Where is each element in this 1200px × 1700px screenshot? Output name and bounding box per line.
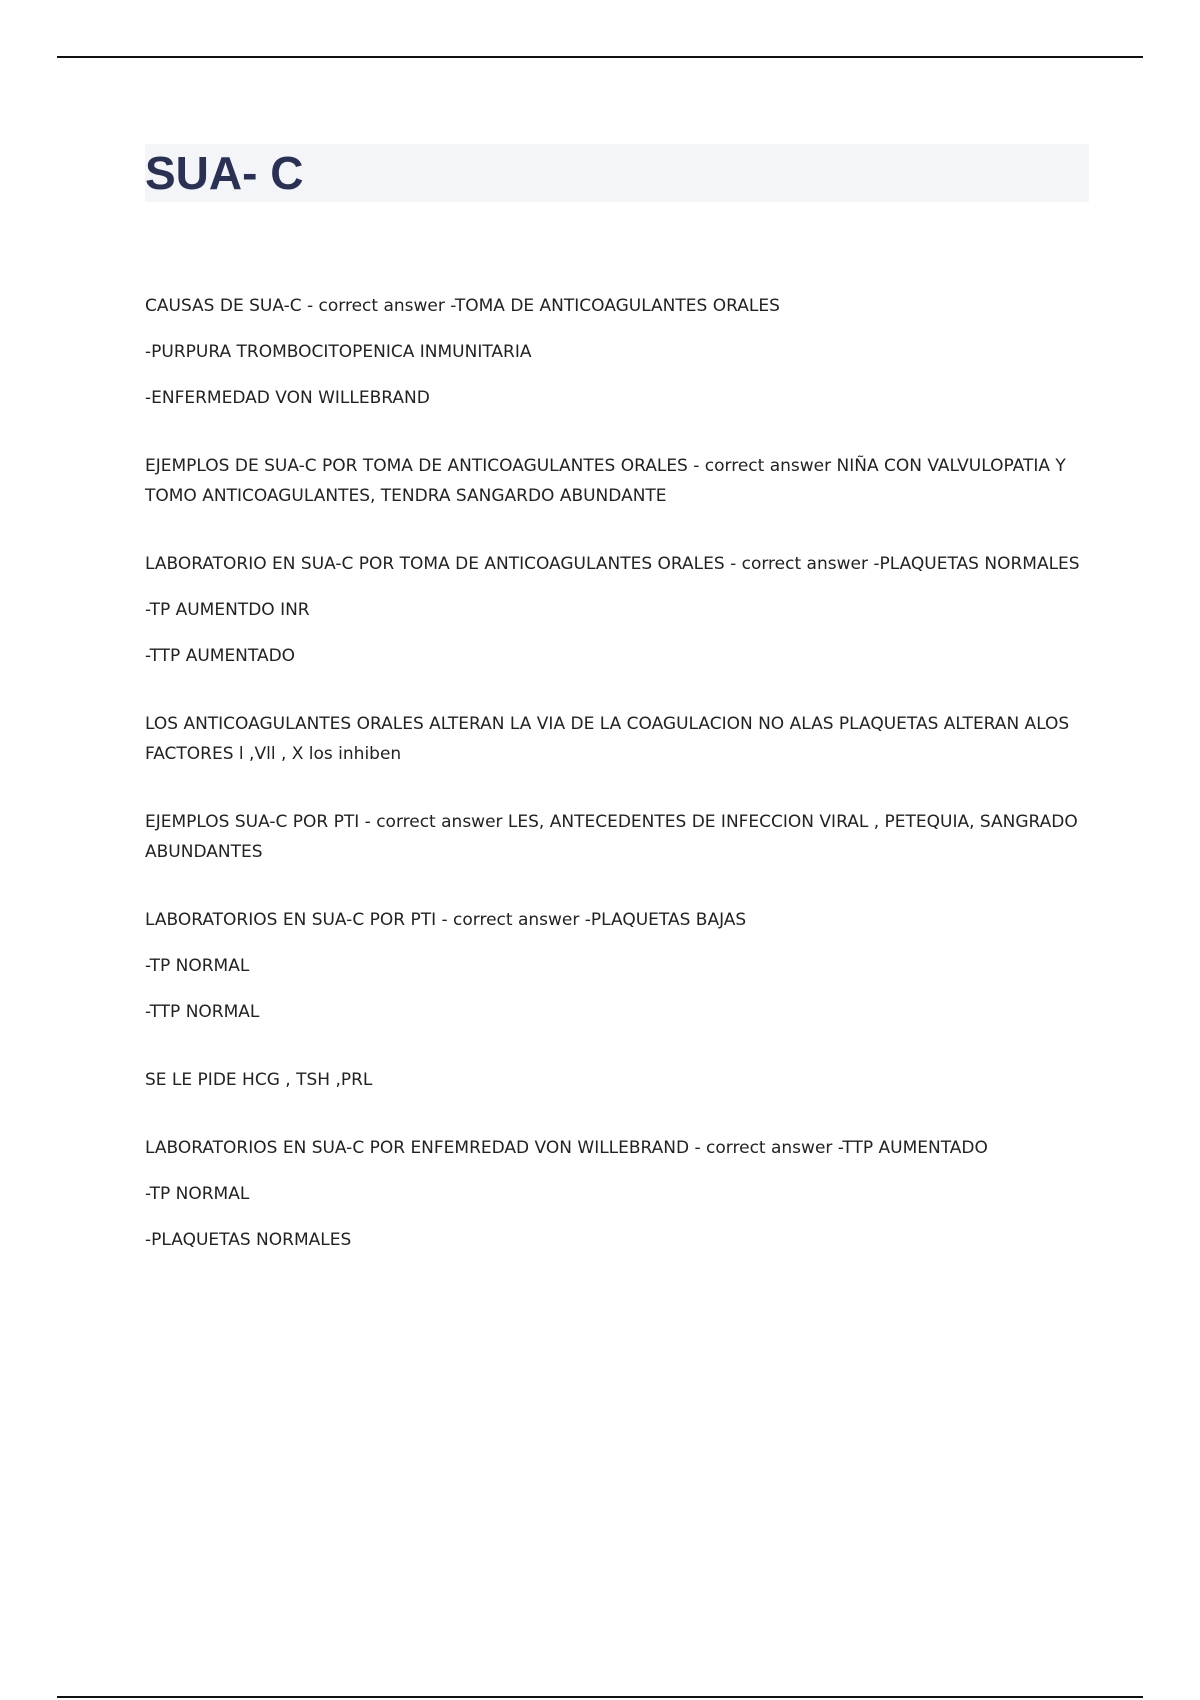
qa-block bbox=[145, 1065, 1089, 1095]
page-title: SUA- C bbox=[145, 147, 304, 199]
qa-block bbox=[145, 1133, 1089, 1255]
qa-block bbox=[145, 549, 1089, 671]
text-line: -PURPURA TROMBOCITOPENICA INMUNITARIA bbox=[145, 342, 532, 362]
text-line: -TP AUMENTDO INR bbox=[145, 600, 310, 620]
text-line: EJEMPLOS SUA-C POR PTI - correct answer LES, ANTECEDENTES DE INFECCION VIRAL , PETEQUIA, SANGRADO ABUNDANTES bbox=[145, 812, 1078, 862]
qa-block bbox=[145, 451, 1089, 511]
text-line: -TP NORMAL bbox=[145, 1184, 250, 1204]
qa-block bbox=[145, 291, 1089, 413]
text-line: -TTP NORMAL bbox=[145, 1002, 260, 1022]
text-line: CAUSAS DE SUA-C - correct answer -TOMA DE ANTICOAGULANTES ORALES bbox=[145, 296, 780, 316]
text-line: EJEMPLOS DE SUA-C POR TOMA DE ANTICOAGULANTES ORALES - correct answer NIÑA CON VALVULOPATIA Y TOMO ANTICOAGULANTES, TENDRA SANGARDO ABUNDANTE bbox=[145, 456, 1066, 506]
text-line: SE LE PIDE HCG , TSH ,PRL bbox=[145, 1070, 373, 1090]
text-line: -ENFERMEDAD VON WILLEBRAND bbox=[145, 388, 430, 408]
text-line: LABORATORIO EN SUA-C POR TOMA DE ANTICOAGULANTES ORALES - correct answer -PLAQUETAS NORMALES bbox=[145, 554, 1080, 574]
qa-block bbox=[145, 905, 1089, 1027]
text-line: -TP NORMAL bbox=[145, 956, 250, 976]
top-rule bbox=[57, 56, 1143, 58]
text-line: -TTP AUMENTADO bbox=[145, 646, 296, 666]
text-line: LOS ANTICOAGULANTES ORALES ALTERAN LA VIA DE LA COAGULACION NO ALAS PLAQUETAS ALTERAN ALOS FACTORES l ,Vll , X los inhiben bbox=[145, 714, 1070, 764]
text-line: LABORATORIOS EN SUA-C POR PTI - correct answer -PLAQUETAS BAJAS bbox=[145, 910, 747, 930]
title-banner bbox=[145, 144, 1089, 202]
text-line: -PLAQUETAS NORMALES bbox=[145, 1230, 352, 1250]
qa-block bbox=[145, 807, 1089, 867]
bottom-rule bbox=[57, 1696, 1143, 1698]
qa-block bbox=[145, 709, 1089, 769]
document-body bbox=[145, 291, 1089, 1293]
text-line: LABORATORIOS EN SUA-C POR ENFEMREDAD VON WILLEBRAND - correct answer -TTP AUMENTADO bbox=[145, 1138, 988, 1158]
